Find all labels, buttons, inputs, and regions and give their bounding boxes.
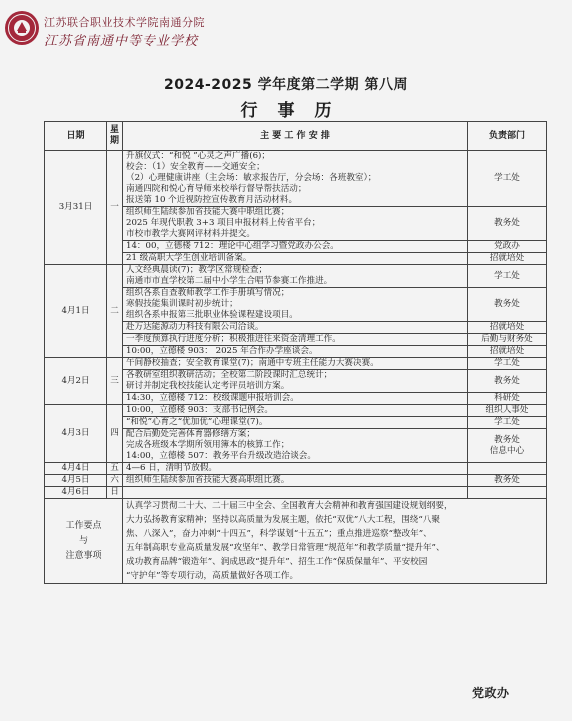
schedule-cell [123,463,468,475]
schedule-line: 10:00，立德楼 903： 2025 年合作办学座谈会。 [126,346,318,356]
dept-line: 学工处 [494,417,520,427]
schedule-line [126,487,464,498]
schedule-line: 组织师生陆续参加省技能大赛高职组比赛。 [126,475,290,485]
schedule-line: 南通市市直学校第二届中小学生合唱节参赛工作推进。 [126,276,333,286]
schedule-body [45,151,547,584]
dept-cell [468,393,547,405]
schedule-cell [123,288,468,322]
dept-cell [468,288,547,322]
weekday-cell: 日 [107,487,123,499]
date-cell: 4月1日 [45,265,107,358]
notes-label-line: 与 [78,535,88,546]
notes-text-cell [123,499,547,584]
dept-line: 学工处 [494,358,520,368]
notes-line: 五年制高职专业高质量发展“攻坚年”、教学日常管理“规范年”和教学质量“提升年”、 [126,543,445,553]
schedule-cell [123,370,468,393]
date-cell: 4月6日 [45,487,107,499]
schedule-cell [123,417,468,429]
dept-line: 教务处 [494,299,520,309]
dept-line: 科研处 [494,393,520,403]
schedule-line: “和悦”心育之“优加优”心理课堂(7)。 [126,417,268,427]
schedule-cell [123,358,468,370]
dept-cell [468,475,547,487]
schedule-line: 10:00，立德楼 903：支部书记例会。 [126,405,274,415]
schedule-line: 研讨并制定我校技能认定考评员培训方案。 [126,381,290,391]
dept-cell [468,346,547,358]
schedule-cell [123,393,468,405]
notes-row [45,499,547,584]
header-date: 日期 [45,122,107,151]
dept-cell [468,322,547,334]
schedule-line: 各教研室组织教研活动；全校第二阶段课时汇总统计； [126,370,333,380]
weekday-cell: 六 [107,475,123,487]
schedule-line: 完成各班级本学期所领用簿本的核算工作； [126,440,290,450]
date-cell: 4月4日 [45,463,107,475]
schedule-line: 一季度预算执行进度分析；积极推进往来资金清理工作。 [126,334,341,344]
dept-line: 信息中心 [489,445,525,456]
date-cell: 4月2日 [45,358,107,405]
schedule-cell [123,151,468,207]
dept-line: 学工处 [494,173,520,183]
schedule-line: 午间静校抽查；安全教育课堂(7)；南通中专班主任能力大赛决赛。 [126,358,379,368]
dept-line: 招就培处 [489,322,525,332]
schedule-line: 21 级高职大学生创业培训备案。 [126,253,252,263]
header-weekday: 星期 [107,122,123,151]
notes-line: 焦、八深入”，奋力冲刺“十四五”，科学谋划“十五五”；重点推进巡察“整改年”、 [126,529,432,539]
dept-line: 招就培处 [489,253,525,263]
dept-cell [468,487,547,499]
dept-line: 学工处 [494,270,520,281]
schedule-line: 报送第 10 个近视防控宣传教育月活动材料。 [126,195,298,205]
table-row [45,487,547,499]
schedule-line: 赴万达能源动力科技有限公司洽谈。 [126,322,264,332]
schedule-line: 校会：（1）安全教育——交通安全； [126,162,265,172]
schedule-line: 组织师生陆续参加省技能大赛中职组比赛； [126,207,290,217]
schedule-cell [123,405,468,417]
table-row [45,405,547,417]
schedule-cell [123,207,468,241]
dept-cell [468,358,547,370]
table-row [45,463,547,475]
schedule-line: 南通四院和悦心育导师来校举行督导帮扶活动； [126,184,307,194]
notes-label-line: 注意事项 [65,550,102,561]
dept-cell [468,370,547,393]
dept-line: 教务处 [494,218,520,228]
weekday-cell: 三 [107,358,123,405]
dept-cell [468,463,547,475]
schedule-line: 寒假技能集训课时初步统计； [126,299,238,309]
schedule-cell [123,346,468,358]
signature: 党政办 [472,686,510,700]
schedule-cell [123,253,468,265]
table-row [45,475,547,487]
schedule-cell [123,429,468,463]
schedule-line: 配合后勤处完善体育器修缮方案； [126,429,255,439]
schedule-line: 14:00，立德楼 507：教务平台升级改造洽谈会。 [126,451,316,461]
dept-cell [468,241,547,253]
notes-label-line: 工作要点 [65,520,102,531]
date-cell: 4月3日 [45,405,107,463]
weekday-cell: 一 [107,151,123,265]
dept-line: 招就培处 [489,346,525,356]
weekday-cell: 二 [107,265,123,358]
schedule-line: 组织各系自查教师教学工作手册填写情况； [126,288,290,298]
dept-cell [468,151,547,207]
weekday-cell: 四 [107,405,123,463]
header-schedule: 主 要 工 作 安 排 [123,122,468,151]
schedule-cell [123,487,468,499]
schedule-line: 市校市教学大赛网评材料并提交。 [126,229,255,239]
dept-cell [468,207,547,241]
dept-cell [468,253,547,265]
page-subtitle: 行事历 [240,101,352,121]
schedule-line: 2025 年现代职教 3+3 项目申报材料上传省平台； [126,218,321,228]
schedule-line: 14：00，立德楼 712：理论中心组学习暨党政办公会。 [126,241,339,251]
schedule-line: 升旗仪式：“和悦 ”心灵之声广播(6)； [126,151,271,161]
school-name-calligraphy: 江苏省南通中等专业学校 [44,34,199,49]
weekday-cell: 五 [107,463,123,475]
schedule-line: （2）心理健康讲座（主会场：敏求报告厅，分会场：各班教室）； [126,173,377,183]
notes-line: 大力弘扬教育家精神；坚持以高质量为发展主题，依托“双优”八大工程，围绕“八聚 [126,515,440,525]
date-cell: 4月5日 [45,475,107,487]
schedule-table [44,121,547,584]
header-dept: 负责部门 [468,122,547,151]
school-seal-icon [4,10,40,46]
date-cell: 3月31日 [45,151,107,265]
school-name: 江苏联合职业技术学院南通分院 [44,16,205,29]
schedule-cell [123,265,468,288]
schedule-line: 14:30，立德楼 712：校级课题申报培训会。 [126,393,299,403]
schedule-line: 4—6 日，清明节放假。 [126,463,218,473]
schedule-cell [123,334,468,346]
table-row [45,265,547,288]
dept-cell [468,334,547,346]
dept-line: 后勤与财务处 [481,334,533,344]
schedule-line: 人文经典晨读(7)；教学区常规检查； [126,265,268,275]
table-row [45,151,547,207]
schedule-cell [123,241,468,253]
dept-line: 组织人事处 [485,405,529,415]
notes-label-cell [45,499,123,584]
schedule-line: 组织各系申报第三批职业体验课程建设项目。 [126,310,298,320]
page-title: 2024-2025 学年度第二学期 第八周 [164,77,408,93]
table-row [45,358,547,370]
notes-line: 认真学习贯彻二十大、二十届三中全会、全国教育大会精神和教育强国建设规划纲要， [126,501,453,511]
table-header-row [45,122,547,151]
dept-line: 教务处 [494,434,520,445]
notes-line: “守护年”等专项行动，高质量做好各项工作。 [126,571,299,581]
notes-line: 成功教育品牌“锻造年”、润成思政“提升年”、招生工作“保质保量年”、平安校园 [126,557,428,567]
dept-line: 教务处 [494,475,520,485]
schedule-cell [123,475,468,487]
dept-cell [468,405,547,417]
schedule-cell [123,322,468,334]
dept-line: 党政办 [494,241,520,251]
dept-cell [468,417,547,429]
dept-line: 教务处 [494,375,520,386]
dept-cell [468,429,547,463]
dept-cell [468,265,547,288]
